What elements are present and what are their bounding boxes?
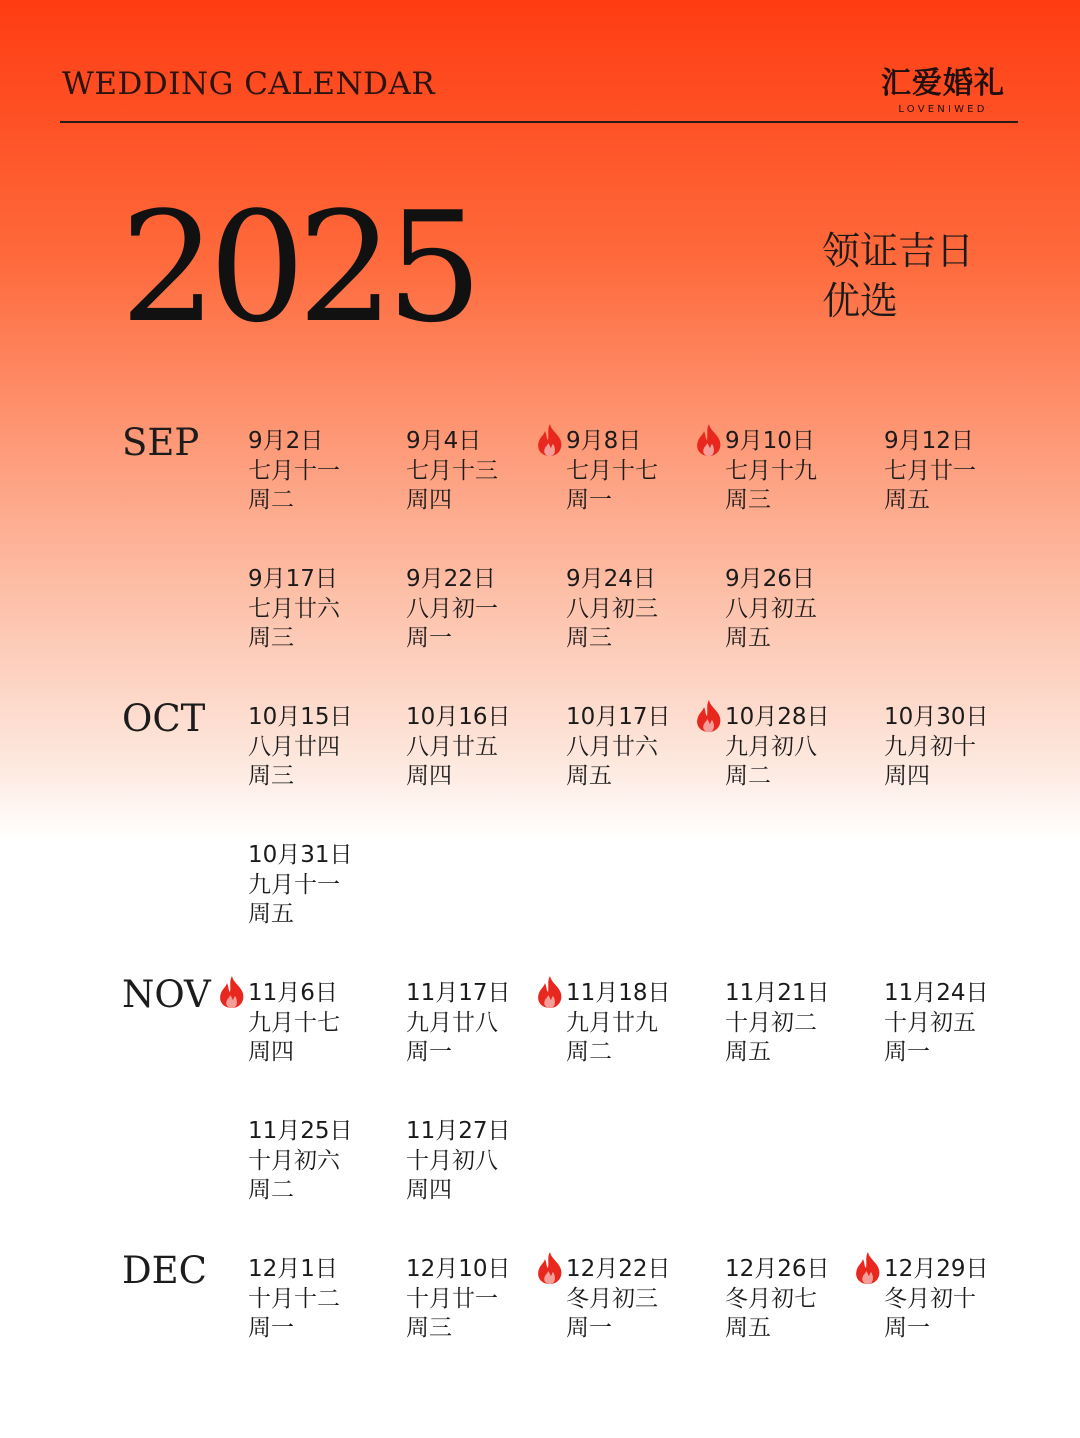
weekday-text: 周一 bbox=[566, 487, 612, 513]
date-entry bbox=[406, 1255, 556, 1344]
lunar-date-text: 七月十三 bbox=[406, 457, 498, 484]
lunar-date-text: 八月初一 bbox=[406, 595, 498, 622]
lunar-date-text: 八月初五 bbox=[725, 595, 817, 622]
lunar-date-text: 九月初十 bbox=[884, 733, 976, 760]
date-entry bbox=[725, 427, 875, 516]
date-entry bbox=[248, 703, 398, 792]
date-text: 11月18日 bbox=[566, 980, 671, 1006]
lunar-date-text: 九月廿八 bbox=[406, 1009, 498, 1036]
lunar-date-text: 七月十一 bbox=[248, 457, 340, 484]
date-text: 9月4日 bbox=[406, 428, 482, 454]
weekday-text: 周五 bbox=[248, 901, 294, 927]
date-entry bbox=[406, 427, 556, 516]
date-entry bbox=[566, 427, 716, 516]
lunar-date-text: 冬月初三 bbox=[566, 1285, 658, 1312]
month-label: NOV bbox=[122, 973, 211, 1016]
flame-icon bbox=[536, 975, 564, 1009]
header-title: WEDDING CALENDAR bbox=[62, 66, 436, 102]
lunar-date-text: 冬月初七 bbox=[725, 1285, 817, 1312]
date-entry bbox=[248, 979, 398, 1068]
date-entry bbox=[406, 979, 556, 1068]
weekday-text: 周二 bbox=[248, 487, 294, 513]
date-text: 11月25日 bbox=[248, 1118, 353, 1144]
subtitle bbox=[822, 226, 974, 326]
weekday-text: 周三 bbox=[248, 763, 294, 789]
date-entry bbox=[725, 565, 875, 654]
date-text: 9月10日 bbox=[725, 428, 815, 454]
date-entry bbox=[406, 565, 556, 654]
date-text: 11月17日 bbox=[406, 980, 511, 1006]
date-text: 10月30日 bbox=[884, 704, 989, 730]
flame-icon bbox=[695, 423, 723, 457]
date-text: 11月6日 bbox=[248, 980, 338, 1006]
lunar-date-text: 冬月初十 bbox=[884, 1285, 976, 1312]
date-entry bbox=[725, 703, 875, 792]
lunar-date-text: 七月十九 bbox=[725, 457, 817, 484]
date-entry bbox=[248, 841, 398, 930]
date-text: 12月29日 bbox=[884, 1256, 989, 1282]
weekday-text: 周五 bbox=[725, 1039, 771, 1065]
header-divider bbox=[60, 121, 1018, 123]
flame-icon bbox=[218, 975, 246, 1009]
date-entry bbox=[566, 703, 716, 792]
date-entry bbox=[884, 1255, 1034, 1344]
brand-name-cn: 汇爱婚礼 bbox=[881, 66, 1005, 101]
date-text: 12月1日 bbox=[248, 1256, 338, 1282]
weekday-text: 周一 bbox=[884, 1039, 930, 1065]
date-entry bbox=[884, 979, 1034, 1068]
date-text: 12月10日 bbox=[406, 1256, 511, 1282]
date-text: 9月24日 bbox=[566, 566, 656, 592]
weekday-text: 周三 bbox=[566, 625, 612, 651]
lunar-date-text: 八月廿五 bbox=[406, 733, 498, 760]
lunar-date-text: 十月十二 bbox=[248, 1285, 340, 1312]
weekday-text: 周五 bbox=[725, 1315, 771, 1341]
flame-icon bbox=[854, 1251, 882, 1285]
weekday-text: 周四 bbox=[406, 763, 452, 789]
lunar-date-text: 十月初二 bbox=[725, 1009, 817, 1036]
lunar-date-text: 七月廿一 bbox=[884, 457, 976, 484]
date-text: 10月16日 bbox=[406, 704, 511, 730]
lunar-date-text: 十月初五 bbox=[884, 1009, 976, 1036]
date-text: 12月22日 bbox=[566, 1256, 671, 1282]
lunar-date-text: 十月初八 bbox=[406, 1147, 498, 1174]
weekday-text: 周一 bbox=[566, 1315, 612, 1341]
date-text: 12月26日 bbox=[725, 1256, 830, 1282]
lunar-date-text: 七月廿六 bbox=[248, 595, 340, 622]
date-entry bbox=[566, 565, 716, 654]
lunar-date-text: 七月十七 bbox=[566, 457, 658, 484]
weekday-text: 周一 bbox=[406, 1039, 452, 1065]
lunar-date-text: 九月十一 bbox=[248, 871, 340, 898]
date-entry bbox=[406, 703, 556, 792]
weekday-text: 周一 bbox=[406, 625, 452, 651]
lunar-date-text: 九月十七 bbox=[248, 1009, 340, 1036]
month-label: DEC bbox=[122, 1249, 207, 1292]
flame-icon bbox=[695, 699, 723, 733]
lunar-date-text: 九月初八 bbox=[725, 733, 817, 760]
weekday-text: 周二 bbox=[566, 1039, 612, 1065]
brand-logo bbox=[868, 58, 1018, 115]
date-entry bbox=[406, 1117, 556, 1206]
date-text: 9月2日 bbox=[248, 428, 324, 454]
date-text: 9月17日 bbox=[248, 566, 338, 592]
date-entry bbox=[725, 979, 875, 1068]
lunar-date-text: 八月初三 bbox=[566, 595, 658, 622]
subtitle-line-2: 优选 bbox=[822, 279, 899, 323]
date-text: 11月24日 bbox=[884, 980, 989, 1006]
date-text: 10月28日 bbox=[725, 704, 830, 730]
date-entry bbox=[248, 1117, 398, 1206]
date-entry bbox=[884, 703, 1034, 792]
date-entry bbox=[566, 979, 716, 1068]
year-heading: 2025 bbox=[120, 179, 475, 356]
lunar-date-text: 八月廿六 bbox=[566, 733, 658, 760]
weekday-text: 周五 bbox=[725, 625, 771, 651]
weekday-text: 周四 bbox=[884, 763, 930, 789]
weekday-text: 周三 bbox=[406, 1315, 452, 1341]
date-entry bbox=[248, 427, 398, 516]
date-text: 11月27日 bbox=[406, 1118, 511, 1144]
date-text: 11月21日 bbox=[725, 980, 830, 1006]
date-entry bbox=[725, 1255, 875, 1344]
weekday-text: 周四 bbox=[406, 487, 452, 513]
lunar-date-text: 十月初六 bbox=[248, 1147, 340, 1174]
date-entry bbox=[884, 427, 1034, 516]
flame-icon bbox=[536, 423, 564, 457]
weekday-text: 周一 bbox=[248, 1315, 294, 1341]
weekday-text: 周五 bbox=[884, 487, 930, 513]
date-text: 10月31日 bbox=[248, 842, 353, 868]
weekday-text: 周一 bbox=[884, 1315, 930, 1341]
weekday-text: 周五 bbox=[566, 763, 612, 789]
date-text: 9月12日 bbox=[884, 428, 974, 454]
weekday-text: 周四 bbox=[248, 1039, 294, 1065]
month-label: OCT bbox=[122, 697, 206, 740]
month-label: SEP bbox=[122, 421, 200, 464]
date-text: 10月17日 bbox=[566, 704, 671, 730]
subtitle-line-1: 领证吉日 bbox=[822, 229, 975, 273]
date-entry bbox=[248, 1255, 398, 1344]
lunar-date-text: 十月廿一 bbox=[406, 1285, 498, 1312]
weekday-text: 周二 bbox=[248, 1177, 294, 1203]
lunar-date-text: 九月廿九 bbox=[566, 1009, 658, 1036]
flame-icon bbox=[536, 1251, 564, 1285]
date-entry bbox=[566, 1255, 716, 1344]
weekday-text: 周三 bbox=[725, 487, 771, 513]
weekday-text: 周二 bbox=[725, 763, 771, 789]
brand-name-en: LOVENIWED bbox=[898, 104, 988, 115]
date-text: 9月26日 bbox=[725, 566, 815, 592]
date-text: 10月15日 bbox=[248, 704, 353, 730]
date-entry bbox=[248, 565, 398, 654]
date-text: 9月8日 bbox=[566, 428, 642, 454]
weekday-text: 周三 bbox=[248, 625, 294, 651]
lunar-date-text: 八月廿四 bbox=[248, 733, 340, 760]
weekday-text: 周四 bbox=[406, 1177, 452, 1203]
date-text: 9月22日 bbox=[406, 566, 496, 592]
